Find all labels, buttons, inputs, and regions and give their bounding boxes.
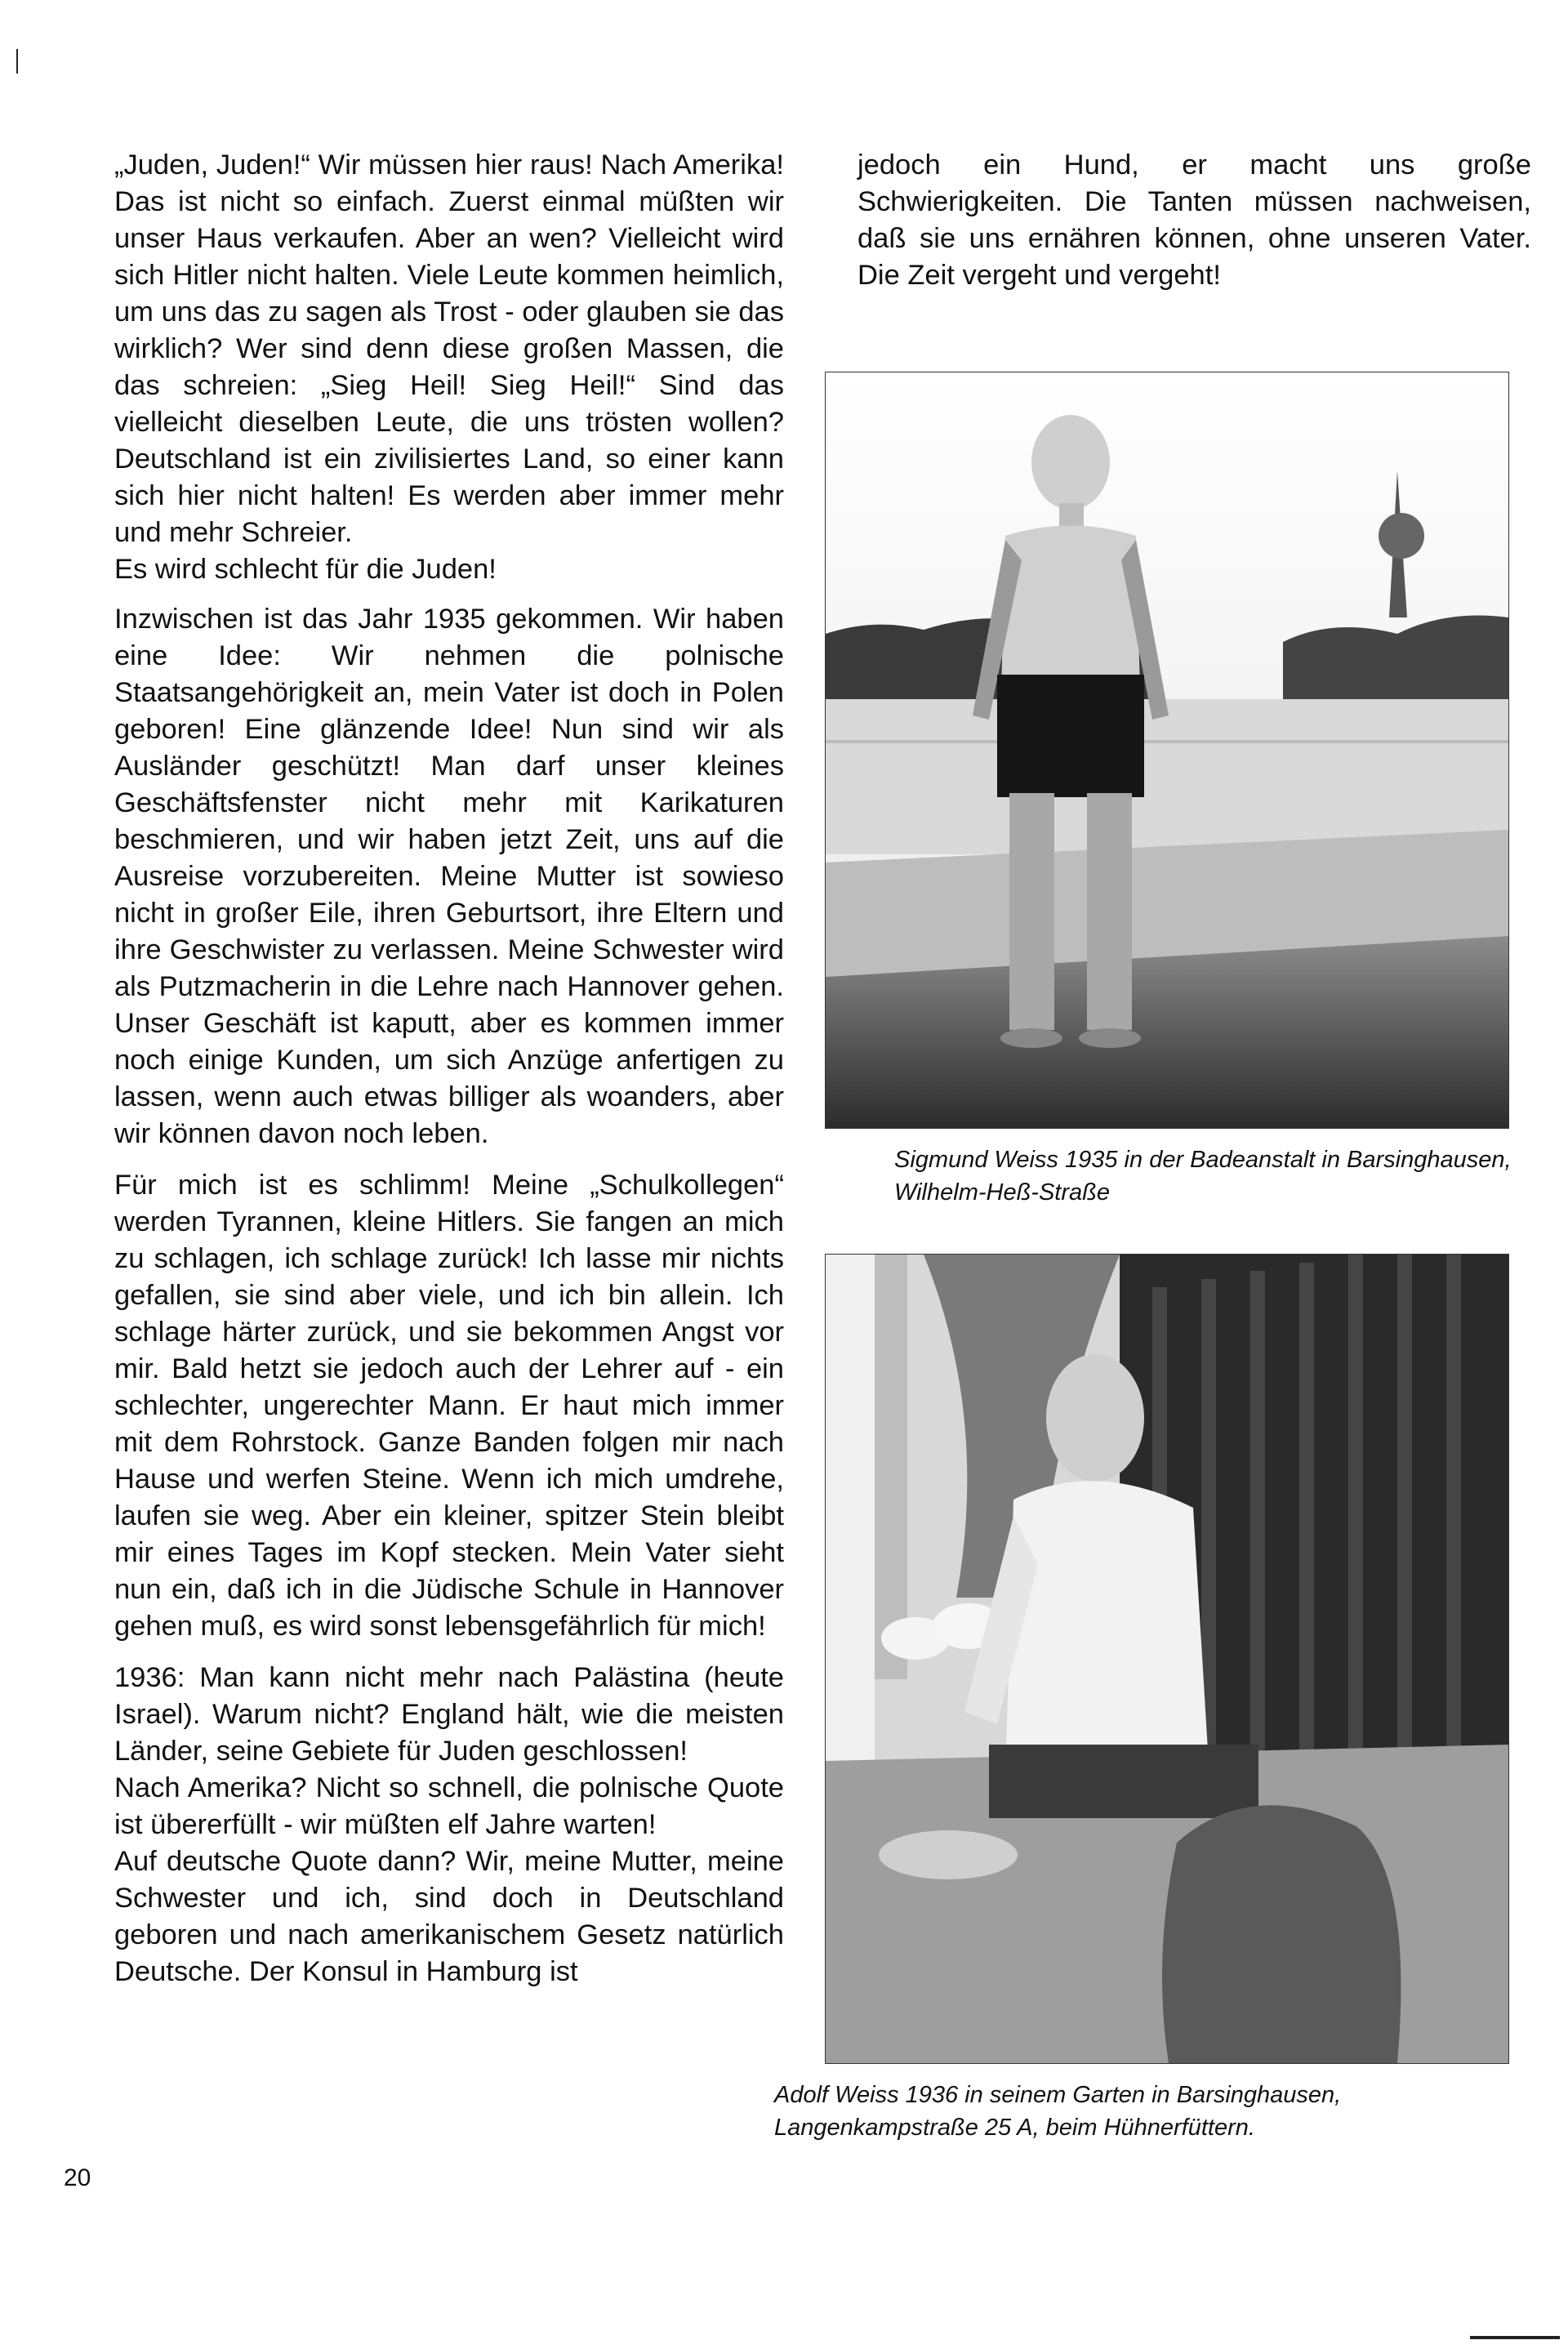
page-number: 20 xyxy=(64,2164,91,2191)
scan-mark xyxy=(16,49,18,74)
left-text-column xyxy=(114,147,784,2002)
paragraph: Inzwischen ist das Jahr 1935 gekommen. Wir haben eine Idee: Wir nehmen die polnische Staatsangehörigkeit an, mein Vater ist doch in Polen geboren! Eine glänzende Idee! Nun sind wir als Ausländer geschützt! Man darf unser kleines Geschäftsfenster nicht mehr mit Karikaturen beschmieren, und wir haben jetzt Zeit, uns auf die Ausreise vorzubereiten. Meine Mutter ist sowieso nicht in großer Eile, ihren Geburtsort, ihre Eltern und ihre Geschwister zu verlassen. Meine Schwester wird als Putzmacherin in die Lehre nach Hannover gehen. Unser Geschäft ist kaputt, aber es kommen immer noch einige Kunden, um sich Anzüge anfertigen zu lassen, wenn auch etwas billiger als woanders, aber wir können davon noch leben. xyxy=(114,604,784,1149)
caption-line: Adolf Weiss 1936 in seinem Garten in Barsinghausen, xyxy=(774,2082,1342,2108)
paragraph: jedoch ein Hund, er macht uns große Schwierigkeiten. Die Tanten müssen nachweisen, daß sie uns ernähren können, ohne unseren Vater. Die Zeit vergeht und vergeht! xyxy=(858,149,1531,291)
caption-line: Langenkampstraße 25 A, beim Hühnerfüttern. xyxy=(774,2115,1255,2141)
photo-caption-2 xyxy=(774,2079,1534,2144)
photo-man-image xyxy=(826,1255,1508,2063)
scan-mark xyxy=(1470,2336,1560,2339)
photo-caption-1 xyxy=(894,1143,1548,1209)
caption-line: Sigmund Weiss 1935 in der Badeanstalt in Barsinghausen, xyxy=(894,1147,1512,1173)
photo-boy-badeanstalt xyxy=(825,372,1509,1129)
photo-boy-image xyxy=(826,372,1508,1128)
paragraph: „Juden, Juden!“ Wir müssen hier raus! Nach Amerika! Das ist nicht so einfach. Zuerst einmal müßten wir unser Haus verkaufen. Aber an wen? Vielleicht wird sich Hitler nicht halten. Viele Leute kommen heimlich, um uns das zu sagen als Trost - oder glauben sie das wirklich? Wer sind denn diese großen Massen, die das schreien: „Sieg Heil! Sieg Heil!“ Sind das vielleicht dieselben Leute, die uns trösten wollen? Deutschland ist ein zivilisiertes Land, so einer kann sich hier nicht halten! Es werden aber immer mehr und mehr Schreier. xyxy=(114,149,784,548)
caption-line: Wilhelm-Heß-Straße xyxy=(894,1179,1110,1206)
photo-man-garden xyxy=(825,1254,1509,2064)
paragraph: 1936: Man kann nicht mehr nach Palästina (heute Israel). Warum nicht? England hält, wie die meisten Länder, seine Gebiete für Juden geschlossen! xyxy=(114,1662,784,1767)
paragraph: Nach Amerika? Nicht so schnell, die polnische Quote ist übererfüllt - wir müßten elf Jahre warten! xyxy=(114,1772,784,1840)
paragraph: Es wird schlecht für die Juden! xyxy=(114,554,497,585)
right-text-column xyxy=(858,147,1531,305)
paragraph: Für mich ist es schlimm! Meine „Schulkollegen“ werden Tyrannen, kleine Hitlers. Sie fangen an mich zu schlagen, ich schlage zurück! Ich lasse mir nichts gefallen, sie sind aber viele, und ich bin allein. Ich schlage härter zurück, und sie bekommen Angst vor mir. Bald hetzt sie jedoch auch der Lehrer auf - ein schlechter, ungerechter Mann. Er haut mich immer mit dem Rohrstock. Ganze Banden folgen mir nach Hause und werfen Steine. Wenn ich mich umdrehe, laufen sie weg. Aber ein kleiner, spitzer Stein bleibt mir eines Tages im Kopf stecken. Mein Vater sieht nun ein, daß ich in die Jüdische Schule in Hannover gehen muß, es wird sonst lebensgefährlich für mich! xyxy=(114,1170,784,1642)
paragraph: Auf deutsche Quote dann? Wir, meine Mutter, meine Schwester und ich, sind doch in Deutschland geboren und nach amerikanischem Gesetz natürlich Deutsche. Der Konsul in Hamburg ist xyxy=(114,1846,784,1987)
